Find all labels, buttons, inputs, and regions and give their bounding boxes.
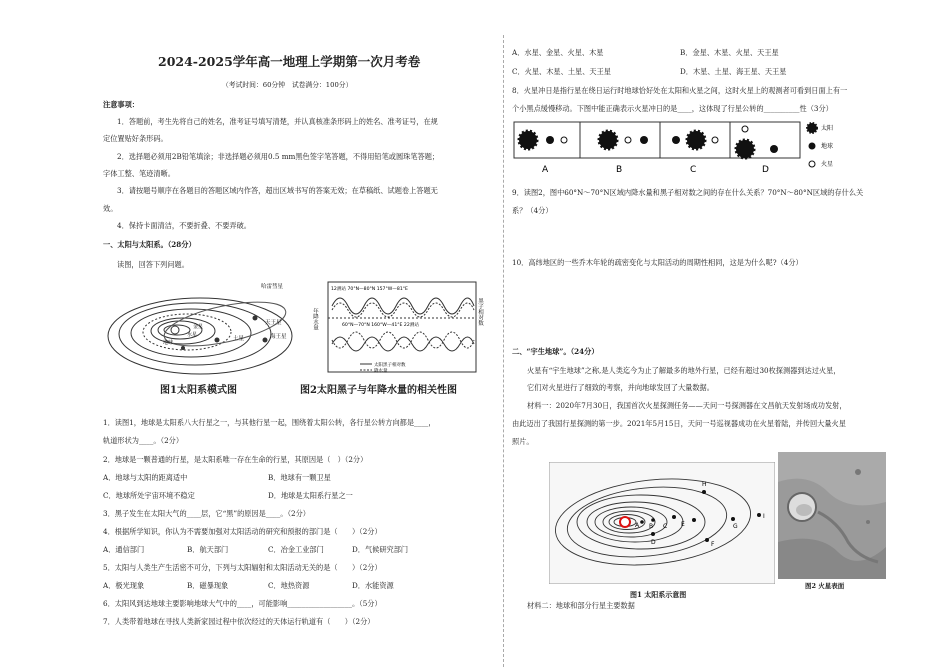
planet-letter: B — [649, 523, 654, 530]
question-8-cont: 个小黑点缓慢移动。下图中能正确表示火星冲日的是____，这体现了行星公转的__________性（3分） — [512, 104, 833, 113]
notes-line: 4．保持卡面清洁，不要折叠、不要弄破。 — [117, 221, 251, 230]
question-2: 2．地球是一颗普通的行星，是太阳系唯一存在生命的行星，其原因是（ ）（2分） — [103, 455, 368, 464]
question-4: 4．根据所学知识，你认为不需要加强对太阳活动的研究和预报的部门是（ ）（2分） — [103, 527, 382, 536]
solar-system-figure — [105, 278, 305, 380]
question-5: 5．太阳与人类生产生活密不可分，下列与太阳辐射和太阳活动无关的是（ ）（2分） — [103, 563, 382, 572]
q8-legend: 太阳 — [821, 125, 834, 132]
q7-option-a[interactable]: A．水星、金星、火星、木星 — [512, 48, 604, 57]
q5-option-a[interactable]: A．极光现象 — [103, 581, 145, 590]
sunspot-precip-figure — [312, 278, 490, 380]
q2-option-a[interactable]: A．地球与太阳的距离适中 — [103, 473, 188, 482]
section2-intro: 它们对火星进行了细致的考察，并向地球发回了大量数据。 — [527, 383, 714, 392]
planet-letter: C — [663, 523, 668, 530]
section1-heading: 一、太阳与太阳系。（28分） — [103, 240, 196, 249]
notes-line: 2．选择题必须用2B铅笔填涂；非选择题必须用0.5 mm黑色签字笔答题，不得用铅笔或圆珠笔答题； — [117, 152, 440, 161]
planet-letter: F — [711, 541, 715, 548]
planet-letter: G — [733, 523, 738, 530]
question-7: 7．人类带着地球在寻找人类新家园过程中依次经过的天体运行轨道有（ ）（2分） — [103, 617, 375, 626]
q4-option-d[interactable]: D．气候研究部门 — [352, 545, 409, 554]
q2-option-c[interactable]: C．地球所处宇宙环境不稳定 — [103, 491, 195, 500]
q4-option-c[interactable]: C．冶金工业部门 — [268, 545, 324, 554]
question-9: 9．读图2，图中60°N～70°N区域内降水量和黑子相对数之间的存在什么关系？70°N～80°N区域的存什么关 — [512, 188, 864, 197]
q2-option-d[interactable]: D．地球是太阳系行星之一 — [268, 491, 353, 500]
q4-option-a[interactable]: A．通信部门 — [103, 545, 145, 554]
fig1-label: 天王星 — [265, 320, 282, 326]
notes-heading: 注意事项： — [103, 100, 139, 109]
q7-option-b[interactable]: B．金星、木星、火星、天王星 — [680, 48, 779, 57]
exam-title: 2024-2025学年高一地理上学期第一次月考卷 — [158, 54, 421, 69]
material-2: 材料二：地球和部分行星主要数据 — [527, 601, 635, 610]
q7-option-d[interactable]: D．木星、土星、海王星、天王星 — [680, 67, 787, 76]
fig2-y-left: 年降水量 — [312, 308, 318, 330]
notes-line: 1．答题前，考生先将自己的姓名，准考证号填写清楚，并认真核准条形码上的姓名、准考证号，在规 — [117, 117, 438, 126]
q2-option-b[interactable]: B．地球有一颗卫星 — [268, 473, 331, 482]
planet-letter: E — [681, 521, 685, 528]
material-1: 由此迈出了我国行星探测的第一步。2021年5月15日，天问一号巡视器成功在火星着陆，并传回大量火星 — [512, 419, 846, 428]
notes-line: 3．请按题号顺序在各题目的答题区域内作答，超出区域书写的答案无效；在草稿纸、试题卷上答题无 — [117, 186, 438, 195]
q4-option-b[interactable]: B．航天部门 — [187, 545, 229, 554]
fig2-caption-right: 图2 火星表面 — [805, 582, 845, 590]
column-divider — [503, 35, 504, 667]
mars-opposition-figure — [512, 120, 842, 178]
solar-system-diagram — [549, 462, 775, 584]
fig2-caption: 图2太阳黑子与年降水量的相关性图 — [300, 385, 457, 396]
q5-option-b[interactable]: B．磁暴现象 — [187, 581, 229, 590]
sun-icon — [620, 517, 630, 527]
mars-surface-photo — [778, 452, 886, 579]
material-1: 照片。 — [512, 437, 534, 446]
material-1: 材料一：2020年7月30日，我国首次火星探测任务——天问一号探测器在文昌航天发射场成功发射， — [527, 401, 847, 410]
sun-icon — [171, 326, 179, 334]
fig2-legend: 太阳黑子相对数 — [374, 363, 406, 368]
question-9-cont: 系？（4分） — [512, 206, 553, 215]
q8-legend: 地球 — [821, 143, 834, 150]
fig1-label: 金星 — [193, 324, 204, 330]
fig2-y-right: 黑子相对数 — [477, 298, 483, 326]
notes-line: 字体工整、笔迹清晰。 — [103, 169, 175, 178]
fig2-legend: 降水量 — [374, 369, 388, 374]
sun-icon — [519, 131, 754, 158]
section2-heading: 二、“宇生地球”。（24分） — [512, 347, 599, 356]
q8-label-b: B — [616, 165, 623, 175]
question-1-cont: 轨道形状为____。（2分） — [103, 436, 184, 445]
fig1-label: 土星 — [233, 336, 245, 342]
fig1-caption: 图1太阳系模式图 — [160, 385, 237, 396]
planet-letter: H — [702, 481, 707, 488]
planet-letter: D — [651, 539, 656, 546]
section1-intro: 读图，回答下列问题。 — [117, 260, 189, 269]
q8-label-a: A — [542, 165, 549, 175]
question-1: 1．读图1，地球是太阳系八大行星之一，与其他行星一起，围绕着太阳公转，各行星公转方向都是____， — [103, 418, 436, 427]
planet-letter: A — [635, 522, 640, 529]
fig1-label: 地球 — [163, 340, 174, 346]
question-3: 3．黑子发生在太阳大气的____层，它“黑”的原因是____。（2分） — [103, 509, 310, 518]
q8-label-d: D — [762, 165, 769, 175]
notes-line: 定位置贴好条形码。 — [103, 134, 168, 143]
question-8: 8．火星冲日是指行星在绕日运行时地球恰好处在太阳和火星之间，这时火星上的观测者可看到日面上有一 — [512, 86, 848, 95]
q5-option-c[interactable]: C．地热资源 — [268, 581, 310, 590]
q8-legend: 火星 — [821, 161, 834, 168]
fig1-caption-right: 图1 太阳系示意图 — [630, 590, 687, 599]
fig1-label-comet: 哈雷彗星 — [261, 284, 284, 290]
fig1-label: 水星 — [187, 332, 198, 338]
planet-letter: I — [763, 513, 765, 520]
q8-label-c: C — [690, 165, 697, 175]
question-6: 6．太阳风到达地球主要影响地球大气中的____，可能影响__________________。（5分） — [103, 599, 382, 608]
fig2-box-b: 60°N—70°N 160°W—41°E 22测站 — [342, 323, 419, 328]
question-10: 10．高纬地区的一些乔木年轮的疏密变化与太阳活动的周期性相同，这是为什么呢?（4分） — [512, 258, 803, 267]
fig2-box-a: 12测站 70°N—80°N 157°W—81°E — [331, 287, 408, 292]
fig1-label: 海王星 — [270, 334, 287, 340]
exam-info: （考试时间：60分钟 试卷满分：100分） — [222, 81, 353, 89]
q5-option-d[interactable]: D．水能资源 — [352, 581, 394, 590]
q7-option-c[interactable]: C．火星、木星、土星、天王星 — [512, 67, 611, 76]
notes-line: 效。 — [103, 204, 118, 213]
section2-intro: 火星有“宇生地球”之称,是人类迄今为止了解最多的地外行星，已经有超过30枚探测器到达过火星， — [527, 366, 841, 375]
